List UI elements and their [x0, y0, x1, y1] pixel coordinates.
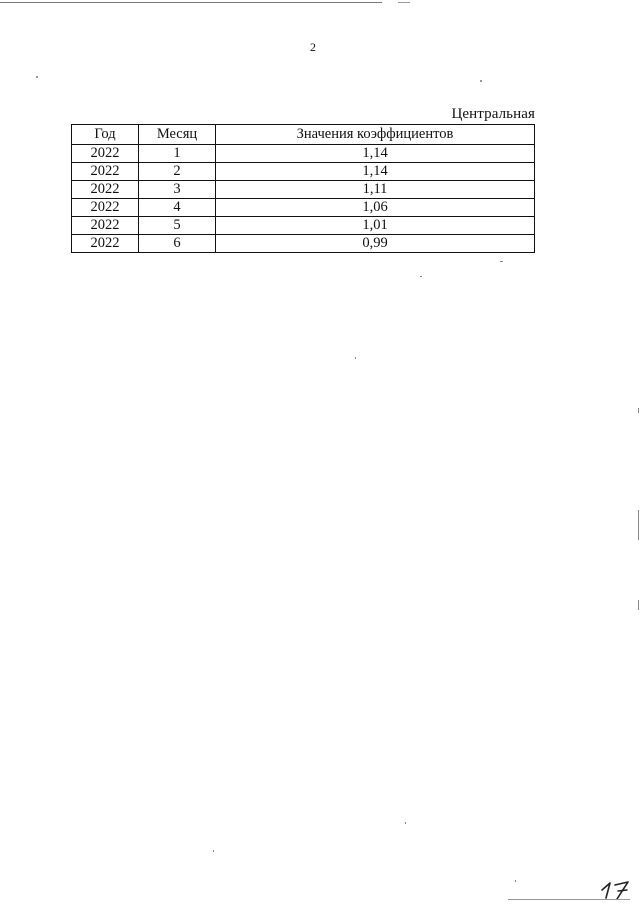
- cell-value: 1,14: [216, 145, 535, 163]
- scan-edge-mark: [638, 510, 639, 540]
- cell-month: 6: [139, 235, 216, 253]
- cell-value: 1,11: [216, 181, 535, 199]
- cell-year: 2022: [72, 181, 139, 199]
- table-row: [72, 235, 535, 253]
- scan-speck: [515, 880, 516, 882]
- table-row: [72, 163, 535, 181]
- column-header-value: Значения коэффициентов: [216, 125, 535, 145]
- table-row: [72, 181, 535, 199]
- scan-edge-mark: [638, 600, 639, 610]
- scan-speck: [36, 76, 38, 78]
- scan-speck: [355, 357, 356, 359]
- table-header-row: [72, 125, 535, 145]
- cell-value: 0,99: [216, 235, 535, 253]
- scan-speck: [213, 850, 214, 852]
- page-number: 2: [310, 40, 316, 54]
- scan-speck: [420, 276, 422, 277]
- cell-year: 2022: [72, 145, 139, 163]
- table-row: [72, 199, 535, 217]
- table-row: [72, 145, 535, 163]
- cell-value: 1,14: [216, 163, 535, 181]
- cell-year: 2022: [72, 235, 139, 253]
- top-scan-edge-dash: [398, 2, 410, 3]
- table-row: [72, 217, 535, 235]
- cell-month: 3: [139, 181, 216, 199]
- cell-month: 5: [139, 217, 216, 235]
- column-header-year: Год: [72, 125, 139, 145]
- region-label: Центральная: [451, 106, 535, 122]
- cell-year: 2022: [72, 199, 139, 217]
- scan-speck: [500, 261, 503, 262]
- scan-speck: [480, 80, 482, 82]
- coefficients-table: [71, 124, 535, 253]
- cell-value: 1,01: [216, 217, 535, 235]
- cell-value: 1,06: [216, 199, 535, 217]
- bottom-scan-edge-line: [508, 899, 630, 900]
- cell-month: 2: [139, 163, 216, 181]
- cell-year: 2022: [72, 217, 139, 235]
- cell-month: 1: [139, 145, 216, 163]
- cell-month: 4: [139, 199, 216, 217]
- scan-speck: [405, 822, 406, 824]
- cell-year: 2022: [72, 163, 139, 181]
- scan-edge-mark: [638, 408, 639, 413]
- column-header-month: Месяц: [139, 125, 216, 145]
- top-scan-edge-line: [0, 2, 382, 3]
